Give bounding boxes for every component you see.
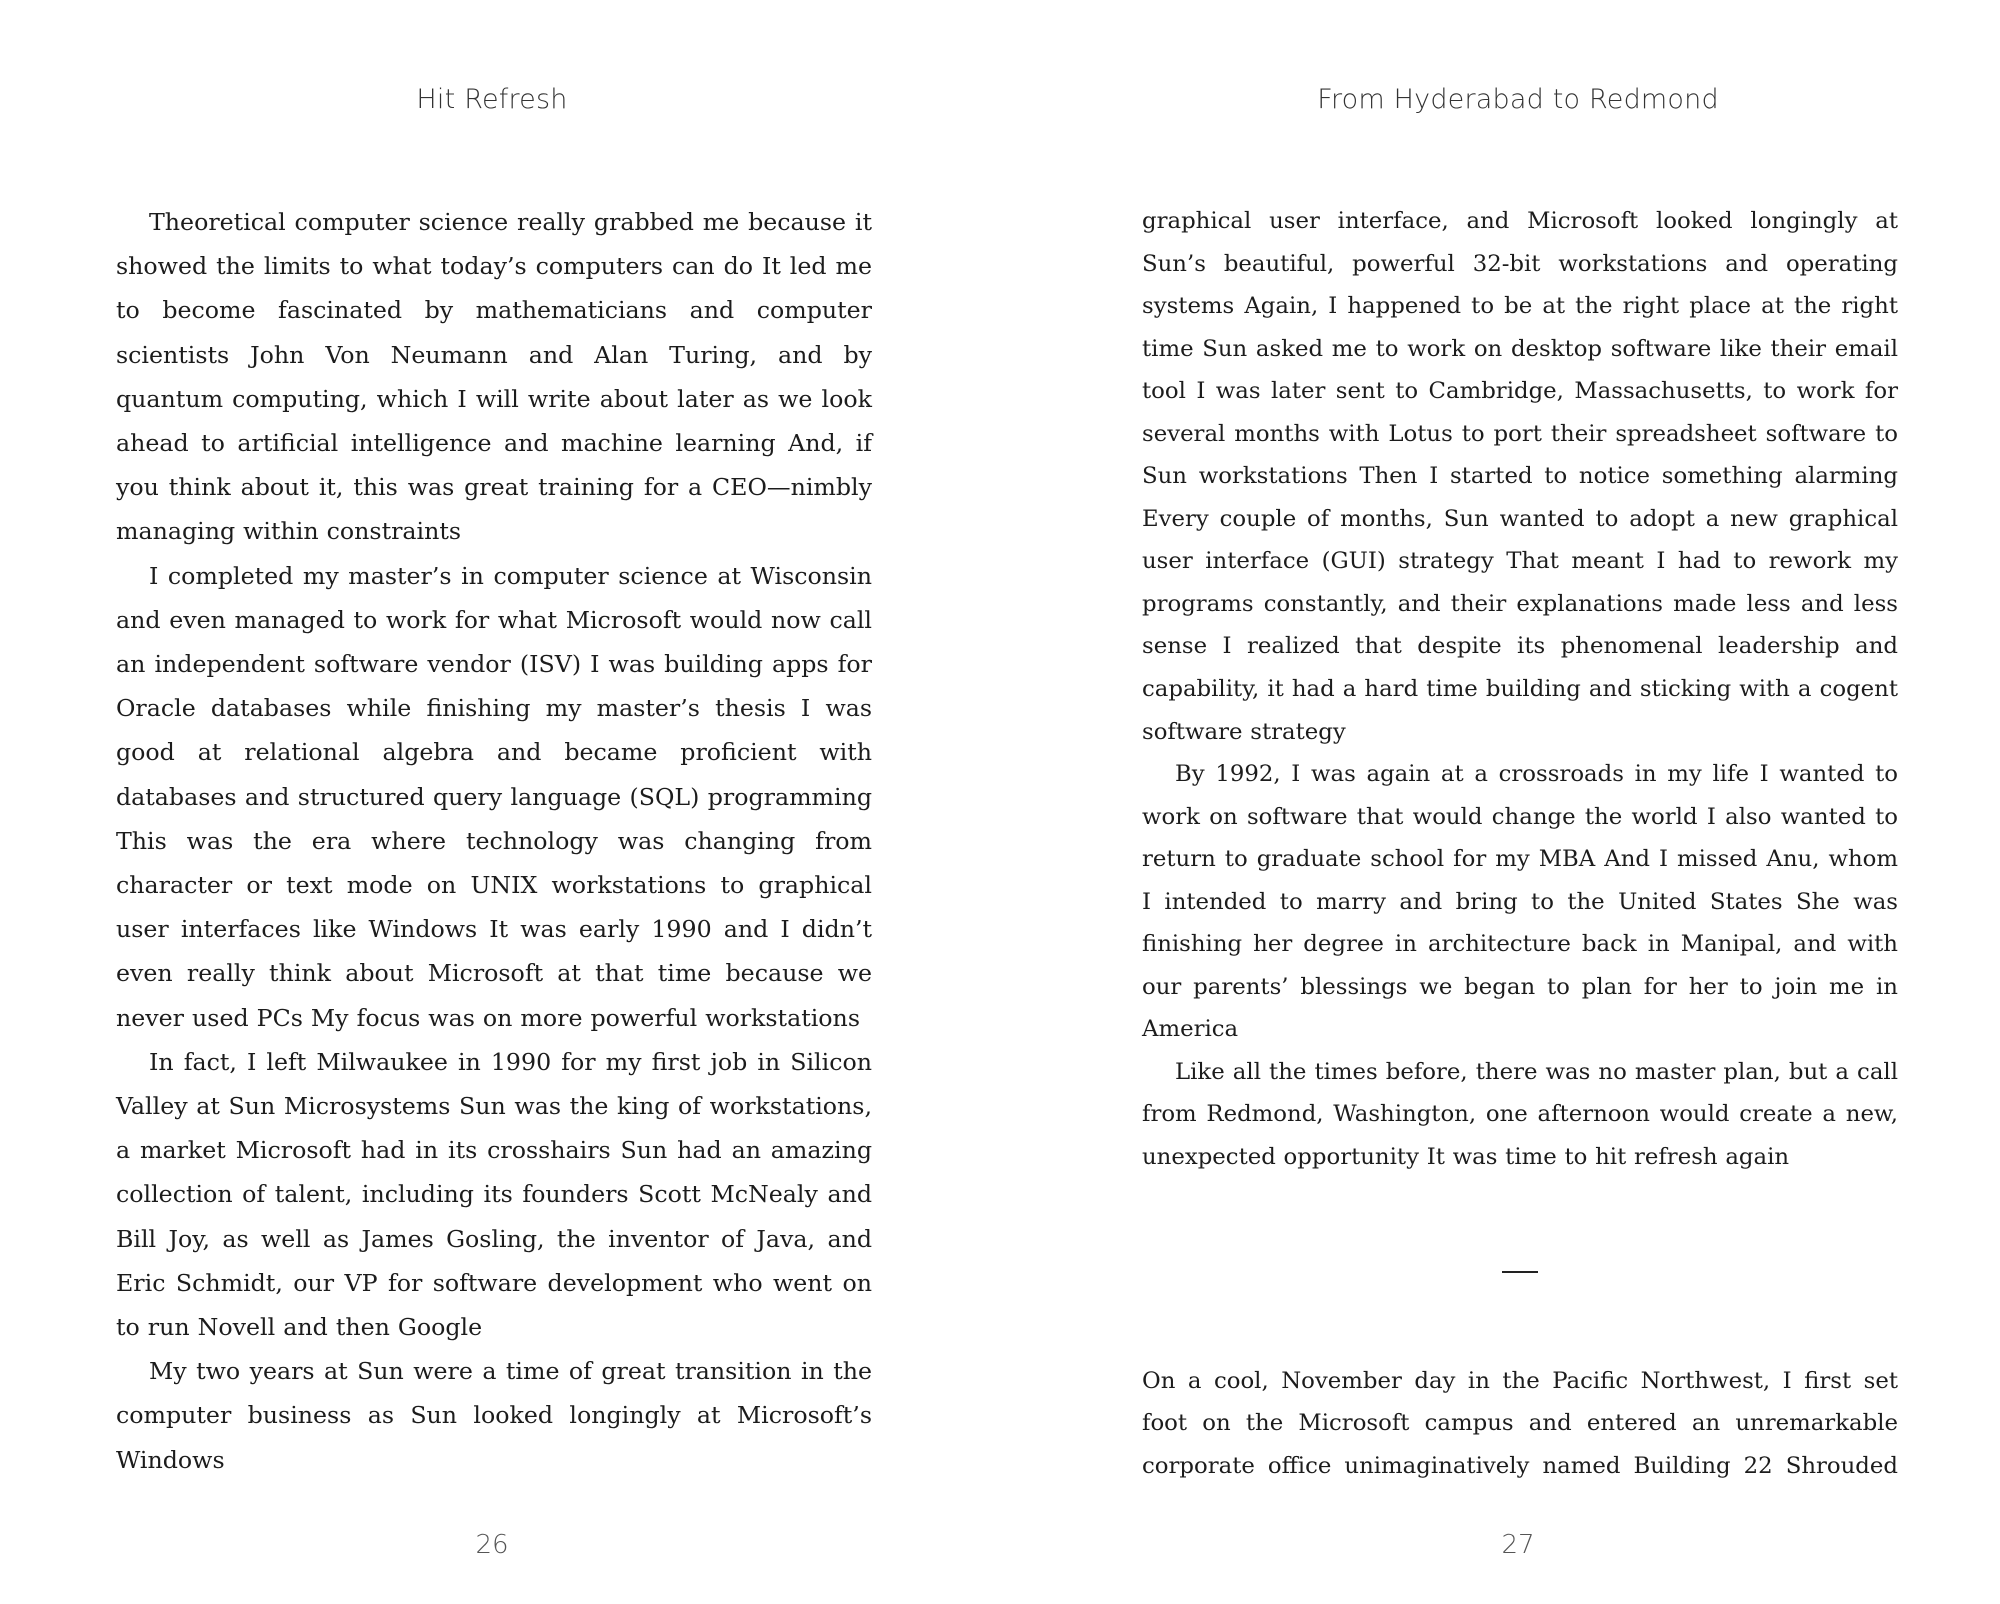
paragraph: In fact, I left Milwaukee in 1990 for my first job in Silicon Valley at Sun Microsystems Sun was the king of workstations, a market Microsoft had in its crosshairs Sun had an amazing collection of talent, including its founders Scott McNealy and Bill Joy, as well as James Gosling, the inventor of Java, and Eric Schmidt, our VP for software development who went on to run Novell and then Google	[116, 1047, 872, 1342]
running-head-book-title: Hit Refresh	[416, 84, 568, 115]
running-head-chapter-title: From Hyderabad to Redmond	[1317, 84, 1719, 115]
section-break	[1142, 1179, 1898, 1360]
paragraph: Like all the times before, there was no master plan, but a call from Redmond, Washington, one afternoon would create a new, unexpected opportunity It was time to hit refresh again	[1142, 1058, 1898, 1171]
paragraph: On a cool, November day in the Pacific Northwest, I first set foot on the Microsoft campus and entered an unremarkable corporate office unimaginatively named Building 22 Shrouded	[1142, 1367, 1898, 1479]
paragraph: I completed my master’s in computer science at Wisconsin and even managed to work for what Microsoft would now call an independent software vendor (ISV) I was building apps for Oracle databases while finishing my master’s thesis I was good at relational algebra and became proficient with databases and structured query language (SQL) programming This was the era where technology was changing from character or text mode on UNIX workstations to graphical user interfaces like Windows It was early 1990 and I didn’t even really think about Microsoft at that time because we never used PCs My focus was on more powerful workstations	[116, 561, 872, 1032]
paragraph: By 1992, I was again at a crossroads in my life I wanted to work on software that would change the world I also wanted to return to graduate school for my MBA And I missed Anu, whom I intended to marry and bring to the United States She was finishing her degree in architecture back in Manipal, and with our parents’ blessings we began to plan for her to join me in America	[1142, 761, 1898, 1043]
right-page	[1000, 0, 2000, 1604]
paragraph: graphical user interface, and Microsoft looked longingly at Sun’s beautiful, powerful 32-bit workstations and operating systems Again, I happened to be at the right place at the right time Sun asked me to work on desktop software like their email tool I was later sent to Cambridge, Massachusetts, to work for several months with Lotus to port their spreadsheet software to Sun workstations Then I started to notice something alarming Every couple of months, Sun wanted to adopt a new graphical user interface (GUI) strategy That meant I had to rework my programs constantly, and their explanations made less and less sense I realized that despite its phenomenal leadership and capability, it had a hard time building and sticking with a cogent software strategy	[1142, 208, 1898, 745]
paragraph: My two years at Sun were a time of great transition in the computer business as Sun looked longingly at Microsoft’s Windows	[116, 1357, 872, 1474]
section-break-rule	[1502, 1271, 1538, 1273]
paragraph: Theoretical computer science really grabbed me because it showed the limits to what today’s computers can do It led me to become fascinated by mathematicians and computer scientists John Von Neumann and Alan Turing, and by quantum computing, which I will write about later as we look ahead to artificial intelligence and machine learning And, if you think about it, this was great training for a CEO—nimbly managing within constraints	[116, 208, 872, 546]
page-number: 27	[1501, 1530, 1535, 1560]
left-page-body	[116, 200, 872, 1482]
page-number: 26	[475, 1530, 509, 1560]
right-page-body	[1142, 200, 1898, 1487]
